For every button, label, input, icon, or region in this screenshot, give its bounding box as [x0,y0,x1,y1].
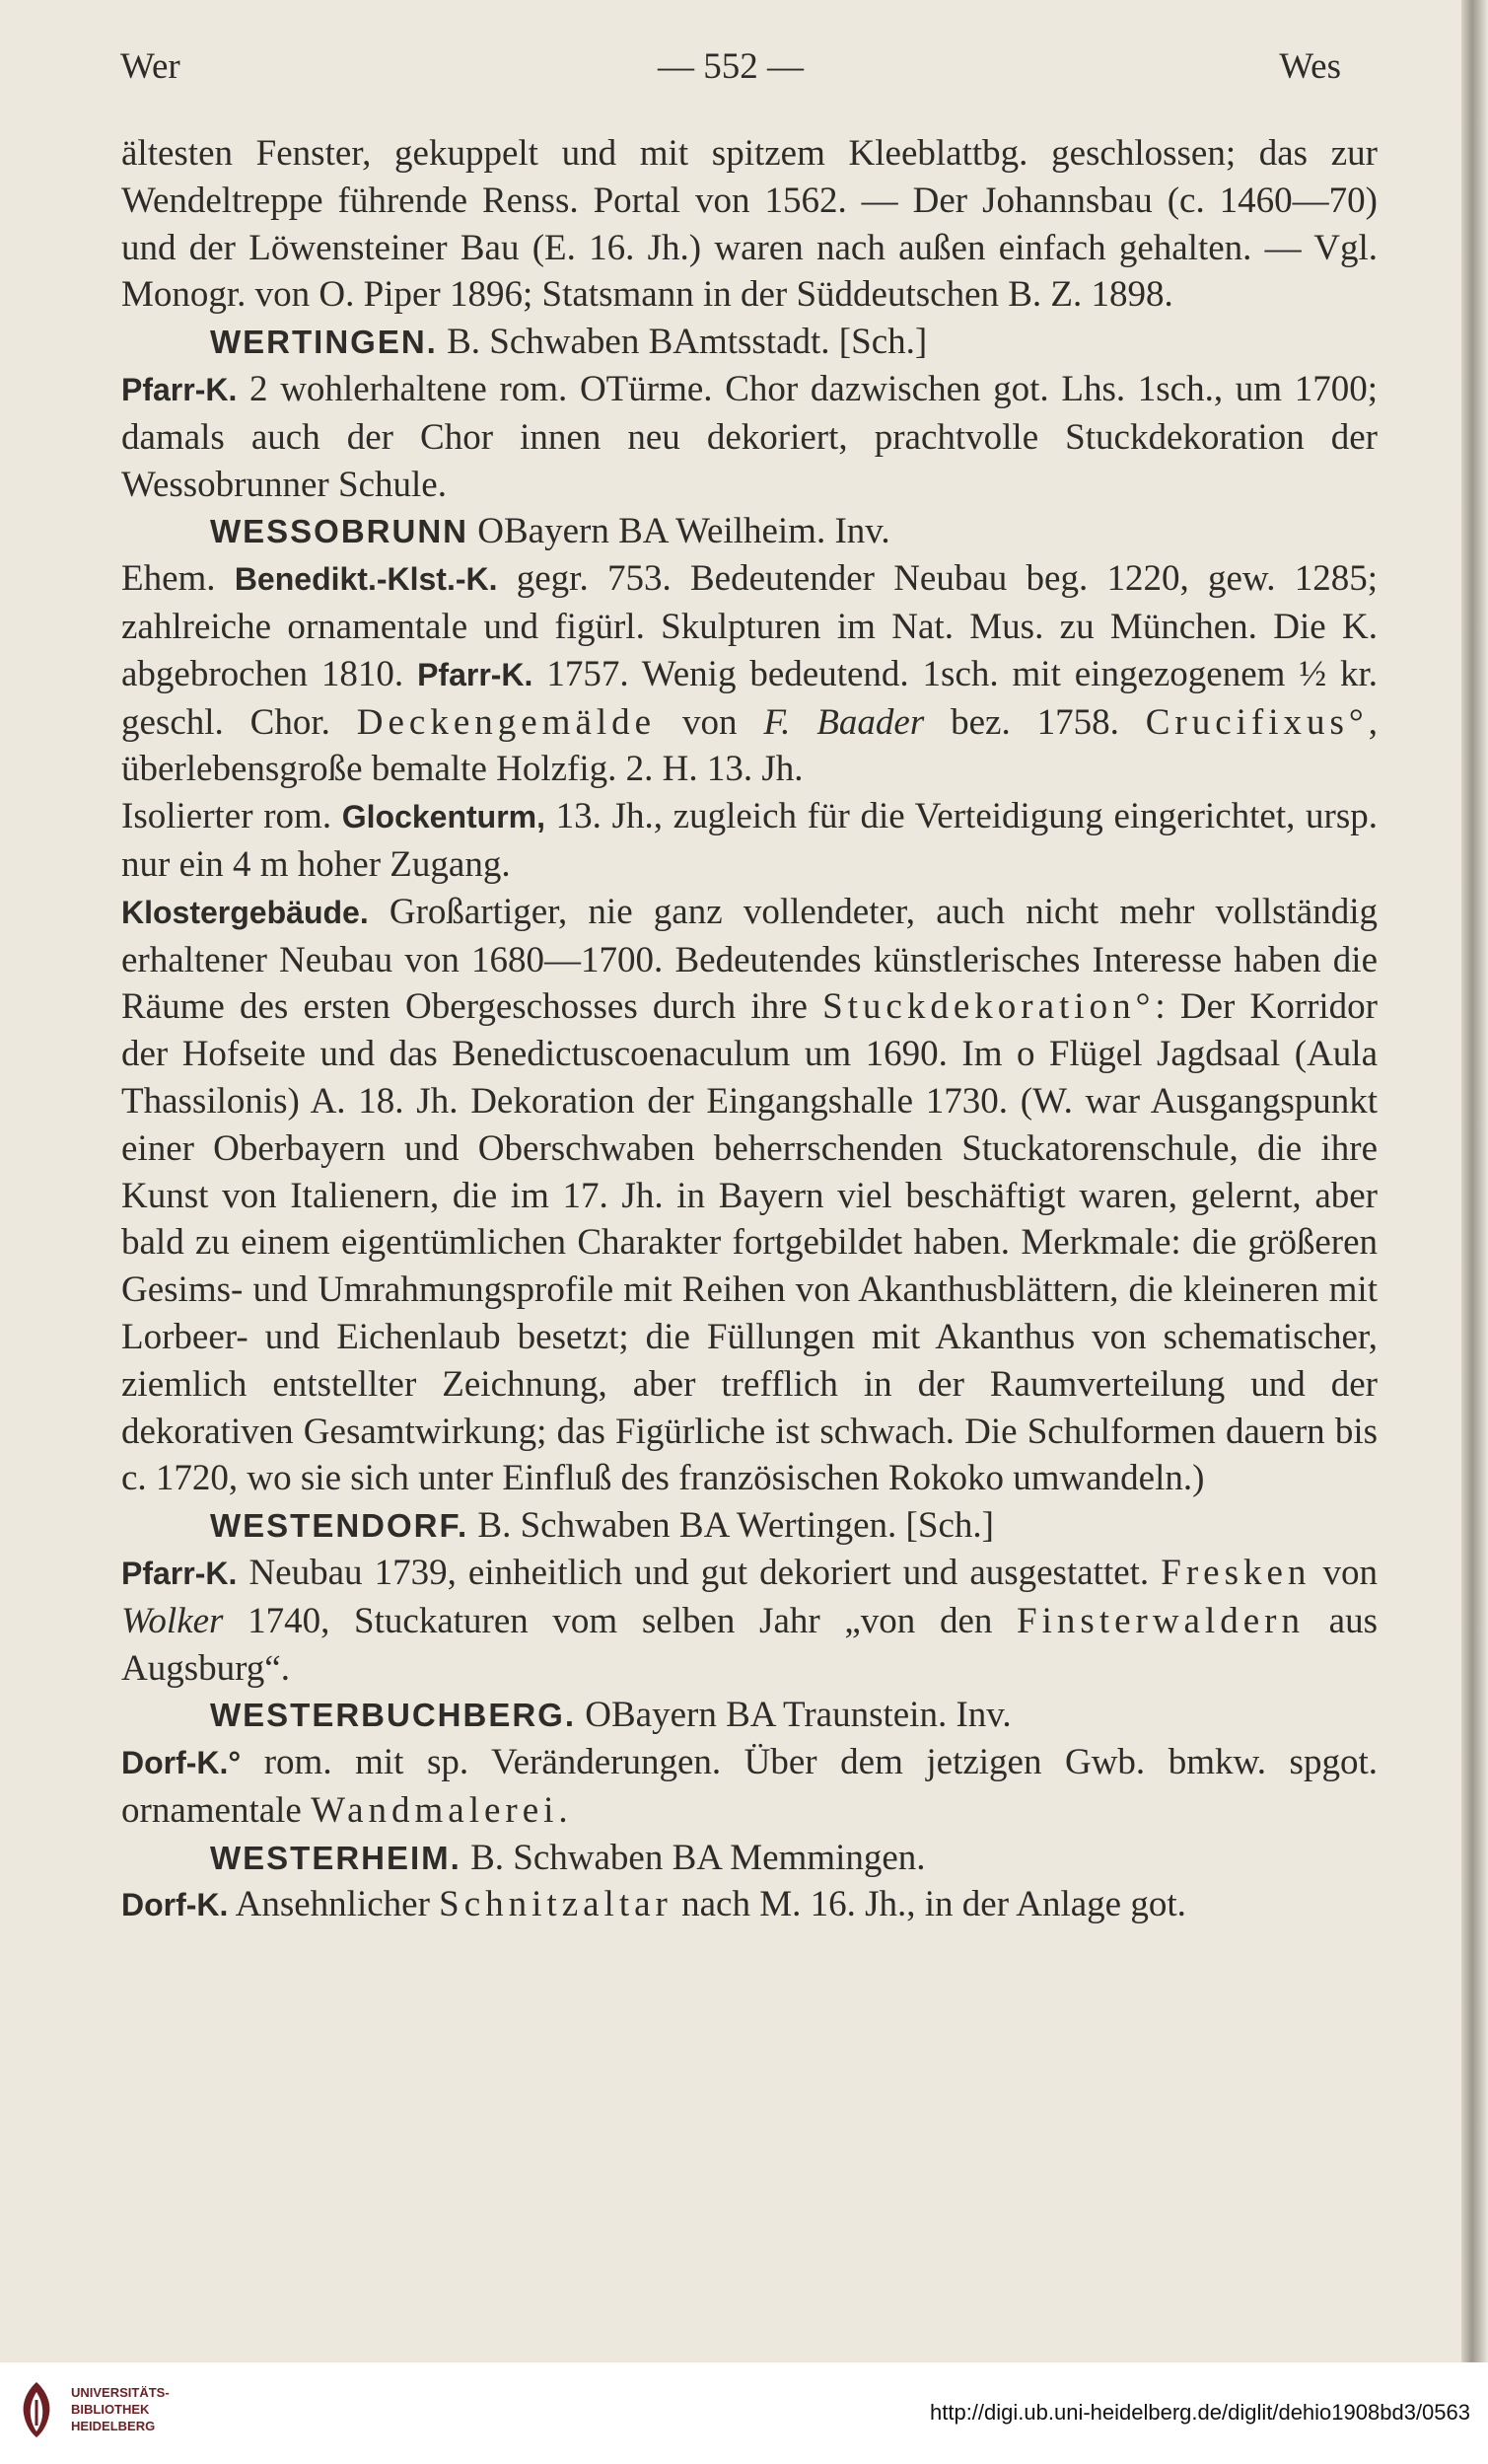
spaced-term: Wandmalerei [311,1789,559,1831]
entry-heading: WESTERHEIM. [210,1839,461,1876]
entry-wertingen: WERTINGEN. B. Schwaben BAmtsstadt. [Sch.] [210,322,928,363]
keyword: Pfarr-K. [121,1555,238,1591]
keyword: Dorf-K. [121,1887,229,1923]
paragraph: Klostergebäude. Großartiger, nie ganz vollendeter, auch nicht mehr vollständig erhaltener Neubau von 1680—1700. Bedeutendes künstlerisches Interesse haben die Räume des ersten Obergeschosses durch ihre Stuckdekoration°: Der Korridor der Hofseite und das Benedictuscoenaculum um 1690. Im o Flügel Jagdsaal (Aula Thassilonis) A. 18. Jh. Dekoration der Eingangshalle 1730. (W. war Ausgangspunkt einer Oberbayern und Oberschwaben beherrschenden Stuckatorenschule, die ihre Kunst von Italienern, die im 17. Jh. in Bayern viel beschäftigt waren, gelernt, aber bald zu einem eigentümlichen Charakter fortgebildet haben. Merkmale: die größeren Gesims- und Umrahmungsprofile mit Reihen von Akanthusblättern, die kleineren mit Lorbeer- und Eichenlaub besetzt; die Füllungen mit Akanthus von schematischer, ziemlich entstellter Zeichnung, aber trefflich in der Raumverteilung und der dekorativen Gesamtwirkung; das Figürliche ist schwach. Die Schulformen dauern bis c. 1720, wo sie sich unter Einfluß des französischen Rokoko umwandeln.) [121,891,1378,1499]
page-edge-shadow [1461,0,1488,2362]
spaced-term: Deckengemälde [356,701,657,743]
paragraph: Isolierter rom. Glockenturm, 13. Jh., zugleich für die Verteidigung eingerichtet, ursp. nur ein 4 m hoher Zugang. [121,796,1378,885]
paragraph: Dorf-K.° rom. mit sp. Veränderungen. Über dem jetzigen Gwb. bmkw. spgot. ornamentale Wandmalerei. [121,1742,1378,1831]
spaced-term: Crucifixus° [1145,701,1369,743]
entry-heading: WESTERBUCHBERG. [210,1697,577,1734]
entry-westendorf: WESTENDORF. B. Schwaben BA Wertingen. [Sch.] [210,1505,994,1547]
keyword: Dorf-K.° [121,1745,242,1781]
paragraph: Ehem. Benedikt.-Klst.-K. gegr. 753. Bedeutender Neubau beg. 1220, gew. 1285; zahlreiche ornamentale und figürl. Skulpturen im Nat. Mus. zu München. Die K. abgebrochen 1810. Pfarr-K. 1757. Wenig bedeutend. 1sch. mit eingezogenem ½ kr. geschl. Chor. Deckengemälde von F. Baader bez. 1758. Crucifixus°, überlebensgroße bemalte Holzfig. 2. H. 13. Jh. [121,558,1378,790]
paragraph: Dorf-K. Ansehnlicher Schnitzaltar nach M. 16. Jh., in der Anlage got. [121,1884,1186,1925]
keyword: Klostergebäude. [121,894,369,930]
entry-heading: WERTINGEN. [210,324,438,361]
library-name: UNIVERSITÄTS- BIBLIOTHEK HEIDELBERG [71,2385,170,2433]
page-body [121,130,1378,1929]
entry-heading: WESSOBRUNN [210,513,469,550]
source-url-link[interactable]: http://digi.ub.uni-heidelberg.de/diglit/dehio1908bd3/0563 [930,2400,1470,2425]
artist-name: Wolker [121,1600,224,1641]
paragraph: Pfarr-K. 2 wohlerhaltene rom. OTürme. Chor dazwischen got. Lhs. 1sch., um 1700; damals auch der Chor innen neu dekoriert, prachtvolle Stuckdekoration der Wessobrunner Schule. [121,368,1378,505]
page-header [120,37,1341,97]
entry-westerbuchberg: WESTERBUCHBERG. OBayern BA Traunstein. Inv. [210,1695,1012,1736]
spaced-term: Stuckdekoration° [822,986,1156,1028]
page-number: — 552 — [658,46,804,87]
artist-name: F. Baader [763,701,925,743]
header-right-catchword: Wes [1279,46,1341,87]
keyword: Glockenturm, [341,799,546,835]
spaced-term: Fresken [1161,1552,1311,1593]
header-left-catchword: Wer [120,46,180,87]
university-library-logo-icon [16,2380,57,2439]
paragraph: Pfarr-K. Neubau 1739, einheitlich und gut dekoriert und ausgestattet. Fresken von Wolker 1740, Stuckaturen vom selben Jahr „von den Finsterwaldern aus Augsburg“. [121,1552,1379,1689]
footer-bar [0,2362,1488,2464]
keyword: Pfarr-K. [121,371,238,407]
paragraph-continuation: ältesten Fenster, gekuppelt und mit spitzem Kleeblattbg. geschlossen; das zur Wendeltreppe führende Renss. Portal von 1562. — Der Johannsbau (c. 1460—70) und der Löwensteiner Bau (E. 16. Jh.) waren nach außen einfach gehalten. — Vgl. Monogr. von O. Piper 1896; Statsmann in der Süddeutschen B. Z. 1898. [121,133,1378,316]
spaced-term: Finsterwaldern [1017,1600,1305,1641]
entry-wessobrunn: WESSOBRUNN OBayern BA Weilheim. Inv. [210,511,890,552]
entry-westerheim: WESTERHEIM. B. Schwaben BA Memmingen. [210,1837,926,1878]
entry-heading: WESTENDORF. [210,1507,469,1545]
keyword: Benedikt.-Klst.-K. [234,561,498,598]
spaced-term: Schnitzaltar [439,1884,673,1925]
keyword: Pfarr-K. [417,656,533,692]
